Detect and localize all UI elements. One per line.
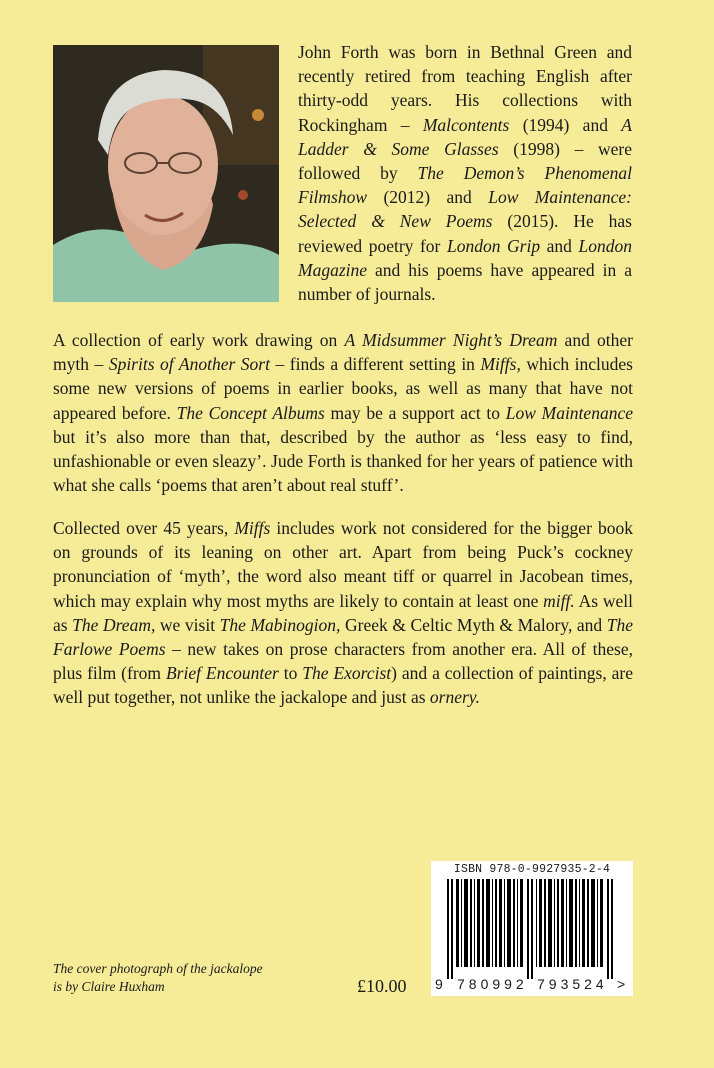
photo-credit: The cover photograph of the jackalope is by Claire Huxham — [53, 961, 263, 994]
description-paragraph-1: A collection of early work drawing on A Midsummer Night’s Dream and other myth – Spirits of Another Sort – finds a different setting in Miffs, which includes some new versions of poems in earlier books, as well as many that have not appeared before. The Concept Albums may be a support act to Low Maintenance but it’s also more than that, described by the author as ‘less easy to find, unfashionable or even sleazy’. Jude Forth is thanked for her years of patience with what she calls ‘poems that aren’t about real stuff’. — [53, 330, 633, 496]
author-bio: John Forth was born in Bethnal Green and recently retired from teaching English after thirty-odd years. His collections with Rockingham – Malcontents (1994) and A Ladder & Some Glasses (1998) – were followed by The Demon’s Phenomenal Filmshow (2012) and Low Maintenance: Selected & New Poems (2015). He has reviewed poetry for London Grip and London Magazine and his poems have appeared in a number of journals. — [298, 42, 632, 305]
barcode-bars — [447, 879, 619, 979]
price: £10.00 — [357, 976, 407, 996]
description-paragraph-2: Collected over 45 years, Miffs includes work not considered for the bigger book on grounds of its leaning on other art. Apart from being Puck’s cockney pronunciation of ‘myth’, the word also meant tiff or quarrel in Jacobean times, which may explain why most myths are likely to contain at least one miff. As well as The Dream, we visit The Mabinogion, Greek & Celtic Myth & Malory, and The Farlowe Poems – new takes on prose characters from another era. All of these, plus film (from Brief Encounter to The Exorcist) and a collection of paintings, are well put together, not unlike the jackalope and just as ornery. — [53, 518, 634, 708]
isbn-barcode: ISBN 978-0-9927935-2-4 9 780992 793524 > — [431, 861, 633, 996]
author-photo — [53, 45, 279, 302]
isbn-label: ISBN 978-0-9927935-2-4 — [453, 863, 611, 876]
